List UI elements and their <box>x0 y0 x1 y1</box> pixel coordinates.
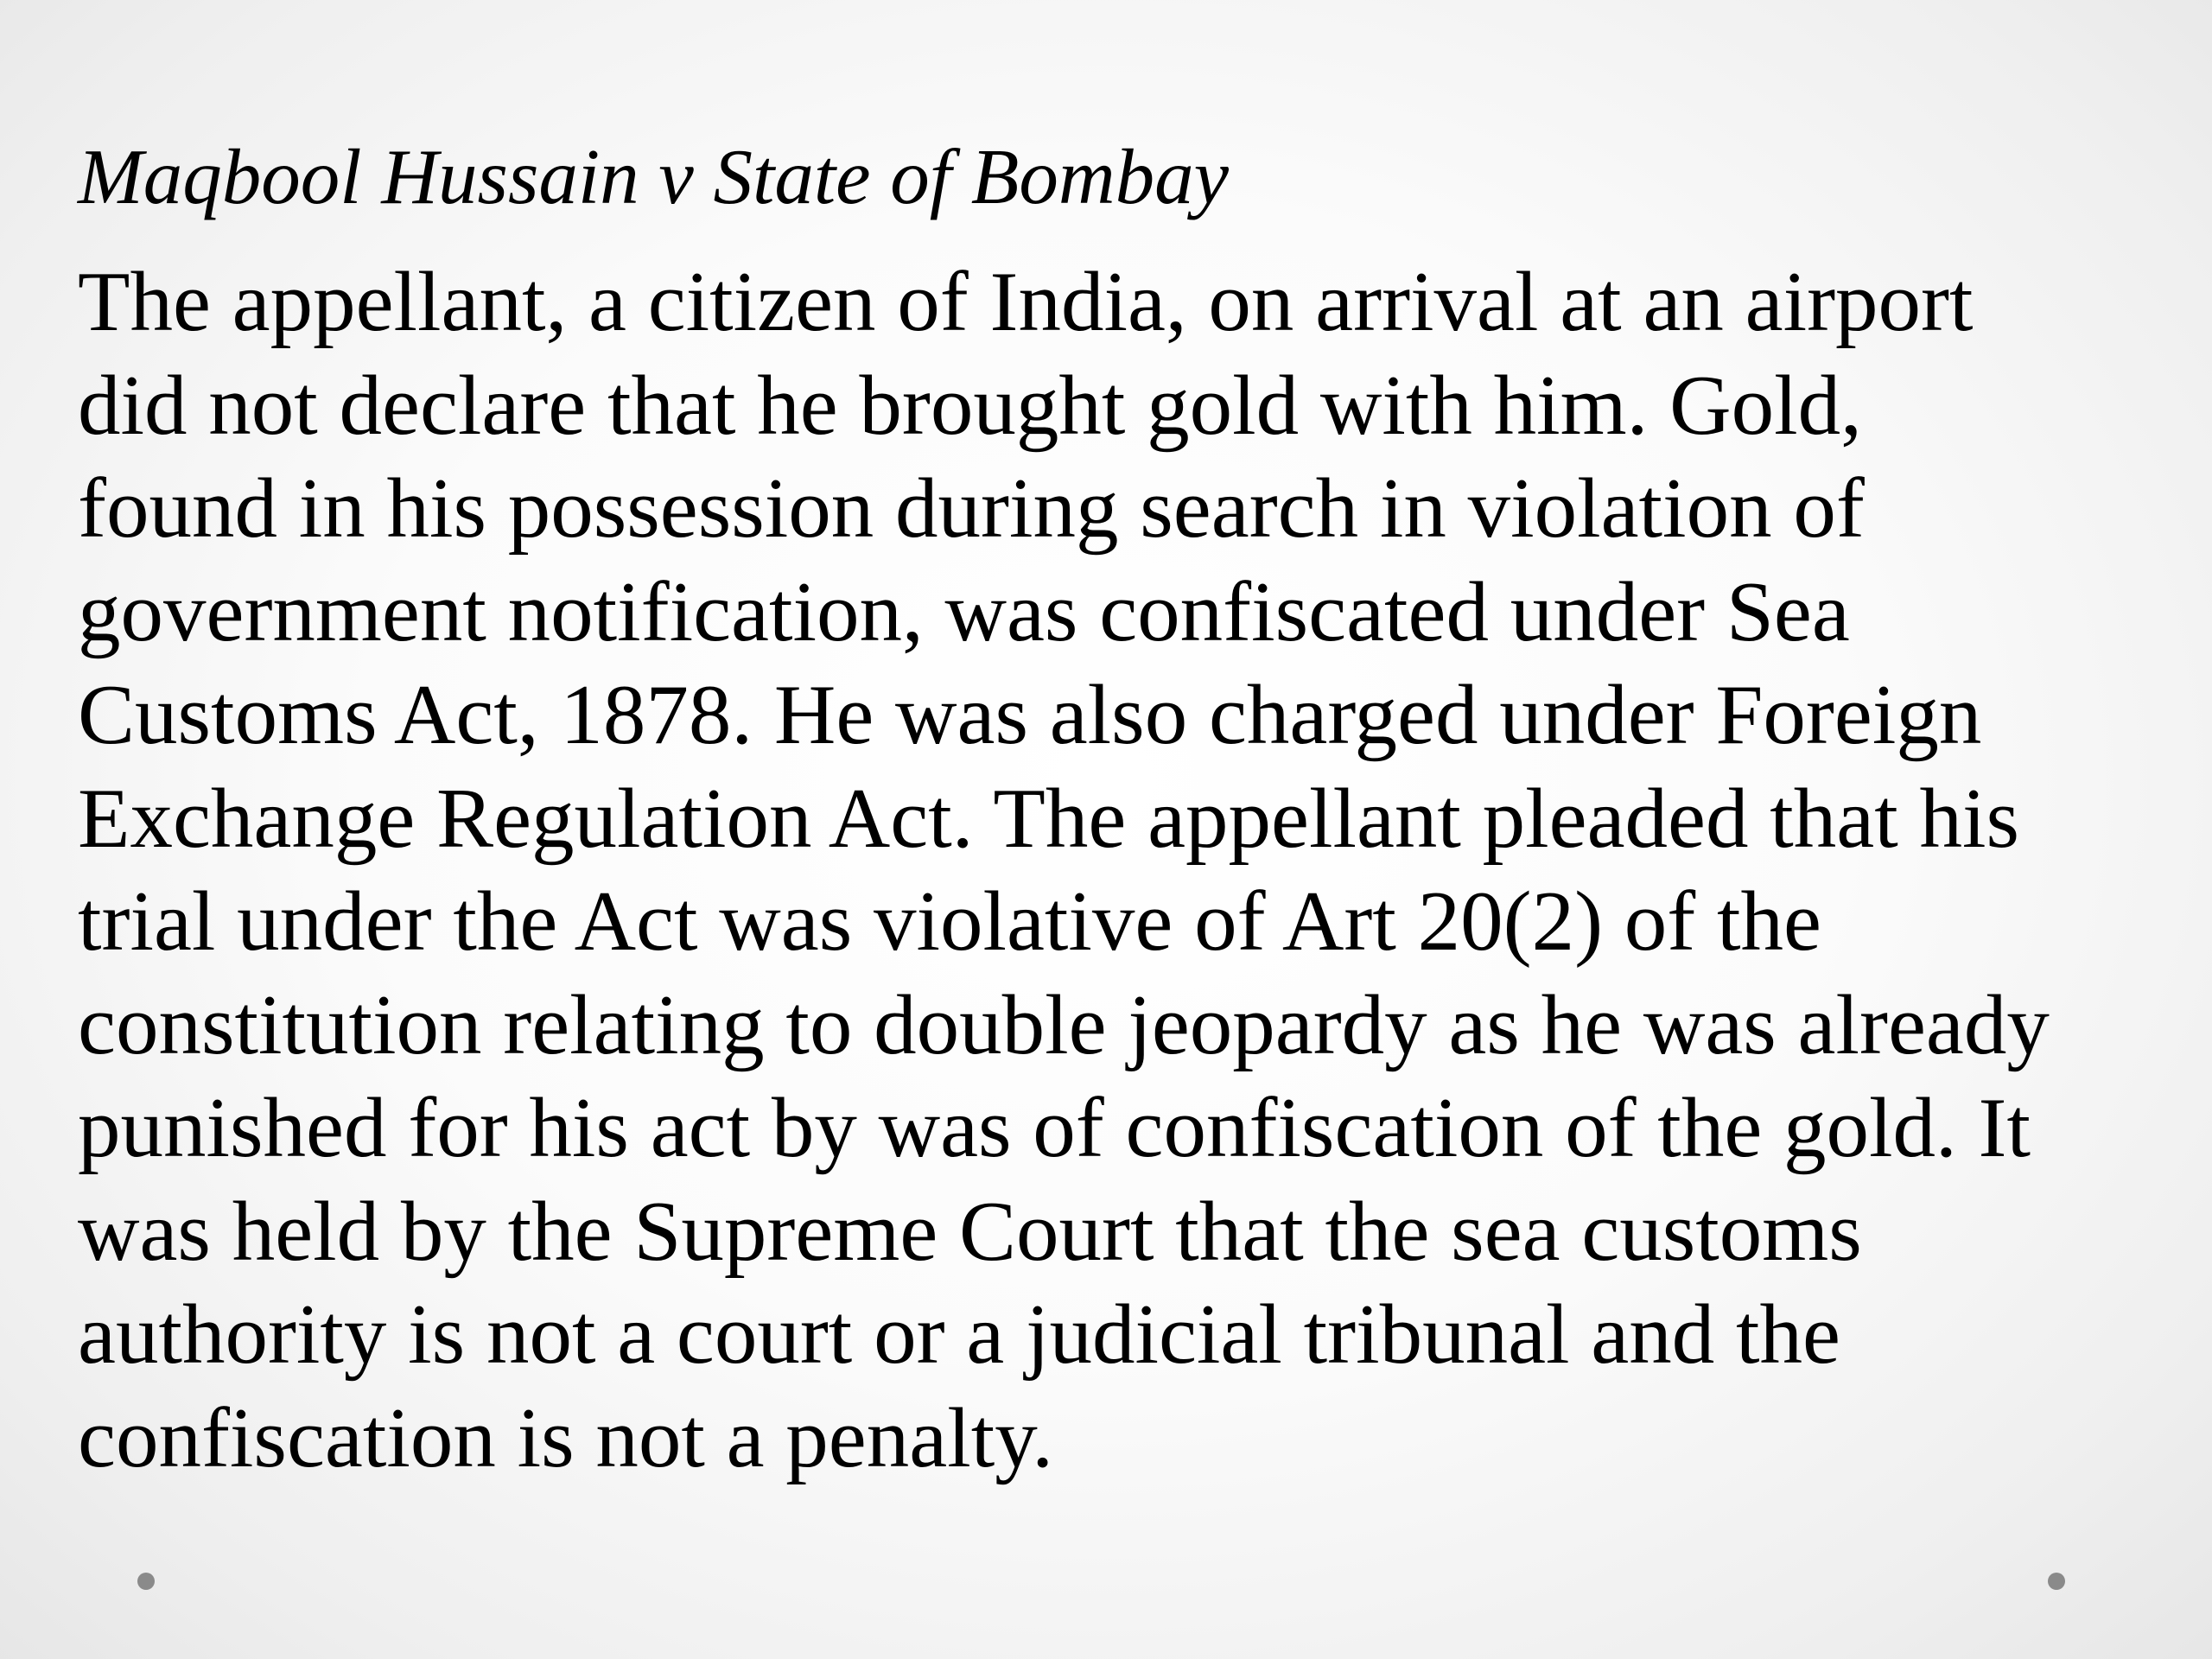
body-line: punished for his act by was of confiscation of the gold. It <box>78 1081 2031 1175</box>
body-line: The appellant, a citizen of India, on arrival at an airport <box>78 255 1974 349</box>
body-line: was held by the Supreme Court that the sea customs <box>78 1184 1862 1279</box>
decorative-dot-icon <box>2048 1573 2065 1590</box>
body-line: Customs Act, 1878. He was also charged under Foreign <box>78 668 1982 762</box>
body-line: confiscation is not a penalty. <box>78 1390 1054 1485</box>
slide-title: Maqbool Hussain v State of Bombay <box>78 133 1229 220</box>
body-line: authority is not a court or a judicial tribunal and the <box>78 1287 1840 1382</box>
body-line: trial under the Act was violative of Art 20(2) of the <box>78 874 1821 969</box>
body-line: did not declare that he brought gold with him. Gold, <box>78 358 1862 453</box>
slide-body <box>78 251 2169 1490</box>
body-line: government notification, was confiscated under Sea <box>78 564 1850 659</box>
body-line: constitution relating to double jeopardy as he was already <box>78 977 2050 1072</box>
body-line: Exchange Regulation Act. The appellant pleaded that his <box>78 771 2019 866</box>
decorative-dot-icon <box>137 1573 155 1590</box>
body-line: found in his possession during search in violation of <box>78 461 1865 556</box>
